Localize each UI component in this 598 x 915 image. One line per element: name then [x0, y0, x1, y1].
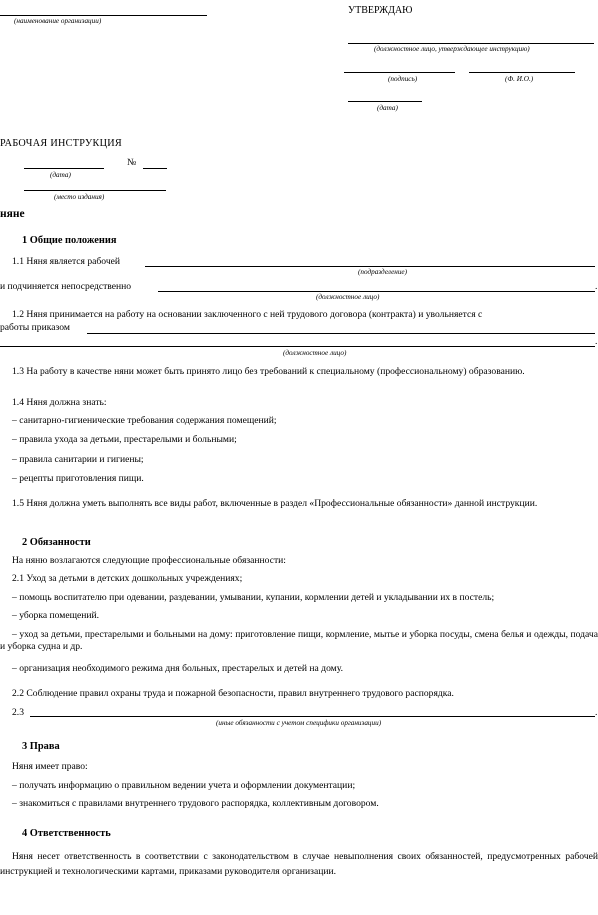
- subdivision-caption: (подразделение): [358, 268, 407, 276]
- section-3-heading: 3 Права: [22, 741, 60, 752]
- duties-intro: На няню возлагаются следующие профессиональные обязанности:: [12, 555, 286, 566]
- approver-position-line: [348, 43, 594, 44]
- doc-date-caption: (дата): [50, 171, 71, 179]
- order-caption: (должностное лицо): [283, 349, 347, 357]
- org-name-caption: (наименование организации): [14, 17, 102, 25]
- other-duties-caption: (иные обязанности с учетом специфики организации): [216, 719, 382, 727]
- approval-date-line: [348, 101, 422, 102]
- signature-caption: (подпись): [388, 75, 418, 83]
- clause-2-1: 2.1 Уход за детьми в детских дошкольных учреждениях;: [12, 573, 243, 584]
- doc-place-caption: (место издания): [54, 193, 105, 201]
- supervisor-line: [158, 291, 595, 292]
- clause-1-5: 1.5 Няня должна уметь выполнять все виды работ, включенные в раздел «Профессиональные обязанности» данной инструкции.: [12, 498, 538, 509]
- knowledge-item: – рецепты приготовления пищи.: [12, 473, 144, 484]
- org-name-line: [0, 15, 207, 16]
- other-duties-line: [30, 716, 595, 717]
- approver-position-caption: (должностное лицо, утверждающее инструкцию): [374, 45, 530, 53]
- section-2-heading: 2 Обязанности: [22, 537, 91, 548]
- doc-date-line: [24, 168, 104, 169]
- doc-place-line: [24, 190, 166, 191]
- clause-1-1-subordination: и подчиняется непосредственно: [0, 281, 132, 292]
- full-name-line: [469, 72, 575, 73]
- duty-item: – уборка помещений.: [12, 610, 100, 621]
- order-line-2: [0, 346, 595, 347]
- approve-title: УТВЕРЖДАЮ: [348, 5, 413, 16]
- doc-number-label: №: [127, 157, 137, 168]
- subdivision-line: [145, 266, 595, 267]
- full-name-caption: (Ф. И.О.): [505, 75, 534, 83]
- signature-line: [344, 72, 455, 73]
- approval-date-caption: (дата): [377, 104, 398, 112]
- clause-2-3: 2.3: [12, 707, 24, 718]
- supervisor-line-end: .: [595, 281, 598, 292]
- supervisor-caption: (должностное лицо): [316, 293, 380, 301]
- duty-item: – помощь воспитателю при одевании, раздевании, умывании, купании, кормлении детей и укладывании их в постель;: [12, 592, 495, 603]
- section-1-heading: 1 Общие положения: [22, 235, 117, 246]
- knowledge-item: – санитарно-гигиенические требования содержания помещений;: [12, 415, 277, 426]
- clause-1-2-order: работы приказом: [0, 322, 70, 333]
- order-line-end: .: [595, 336, 598, 347]
- rights-item: – получать информацию о правильном ведении учета и оформлении документации;: [12, 780, 356, 791]
- responsibility-text: Няня несет ответственность в соответствии с законодательством в случае невыполнения своих обязанностей, предусмотренных рабочей инструкцией и технологическими картами, приказами руководителя организации.: [0, 851, 598, 878]
- knowledge-item: – правила ухода за детьми, престарелыми и больными;: [12, 434, 237, 445]
- duty-item: – уход за детьми, престарелыми и больными на дому: приготовление пищи, кормление, мытье и уборка посуды, смена белья и одежды, подача и уборка судна и др.: [0, 629, 598, 652]
- duty-item: – организация необходимого режима дня больных, престарелых и детей на дому.: [12, 663, 343, 674]
- document-subject: няне: [0, 208, 25, 220]
- doc-number-line: [143, 168, 167, 169]
- document-title: РАБОЧАЯ ИНСТРУКЦИЯ: [0, 138, 122, 149]
- section-4-heading: 4 Ответственность: [22, 828, 111, 839]
- clause-2-2: 2.2 Соблюдение правил охраны труда и пожарной безопасности, правил внутреннего трудового распорядка.: [12, 688, 454, 699]
- clause-1-1: 1.1 Няня является рабочей: [12, 256, 121, 267]
- clause-1-2: 1.2 Няня принимается на работу на основании заключенного с ней трудового договора (контракта) и увольняется с: [12, 309, 483, 320]
- rights-intro: Няня имеет право:: [12, 761, 88, 772]
- other-duties-line-end: .: [595, 707, 598, 718]
- order-line-1: [87, 333, 595, 334]
- clause-1-4: 1.4 Няня должна знать:: [12, 397, 107, 408]
- clause-1-3: 1.3 На работу в качестве няни может быть принято лицо без требований к специальному (профессиональному) образованию.: [12, 366, 525, 377]
- knowledge-item: – правила санитарии и гигиены;: [12, 454, 144, 465]
- rights-item: – знакомиться с правилами внутреннего трудового распорядка, коллективным договором.: [12, 798, 379, 809]
